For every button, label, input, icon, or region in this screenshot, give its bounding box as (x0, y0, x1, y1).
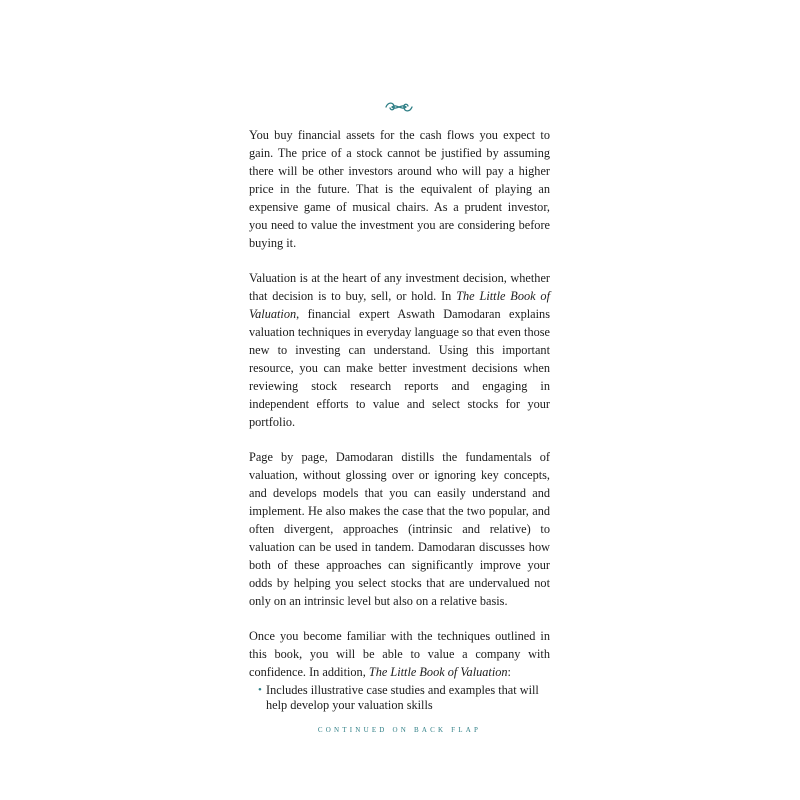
paragraph-4-text-start: Once you become familiar with the techniques outlined in this book, you will be able to value a company with confidence. In addition, (249, 629, 550, 679)
front-flap-text-column (249, 100, 550, 713)
continued-on-back-flap-label: CONTINUED ON BACK FLAP (317, 726, 482, 734)
description-paragraph-1: You buy financial assets for the cash flows you expect to gain. The price of a stock cannot be justified by assuming there will be other investors around who will pay a higher price in the future. That is the equivalent of playing an expensive game of musical chairs. As a prudent investor, you need to value the investment you are considering before buying it. (249, 128, 550, 250)
description-paragraph-3: Page by page, Damodaran distills the fundamentals of valuation, without glossing over or ignoring key concepts, and develops models that you can easily understand and implement. He also makes the case that the two popular, and often divergent, approaches (intrinsic and relative) to valuation can be used in tandem. Damodaran discusses how both of these approaches can significantly improve your odds by helping you select stocks that are undervalued not only on an intrinsic level but also on a relative basis. (249, 450, 550, 608)
feature-bullet-list (249, 683, 550, 713)
paragraph-2-text-start: Valuation is at the heart of any investment decision, whether that decision is to buy, sell, or hold. In (249, 271, 550, 303)
flourish-ornament-icon (384, 100, 414, 114)
bullet-icon: • (258, 684, 262, 696)
paragraph-2-text-end: , financial expert Aswath Damodaran explains valuation techniques in everyday language so that even those new to investing can understand. Using this important resource, you can make better investment decisions when reviewing stock research reports and engaging in independent efforts to value and select stocks for your portfolio. (249, 307, 550, 429)
bullet-text: Includes illustrative case studies and examples that will help develop your valuation skills (266, 683, 539, 712)
description-paragraph-4 (249, 627, 550, 681)
paragraph-4-text-end: : (507, 665, 511, 679)
list-item (249, 683, 550, 713)
description-paragraph-2 (249, 269, 550, 431)
book-title-italic: The Little Book of Valuation (249, 289, 550, 321)
book-title-italic: The Little Book of Valuation (368, 665, 508, 679)
